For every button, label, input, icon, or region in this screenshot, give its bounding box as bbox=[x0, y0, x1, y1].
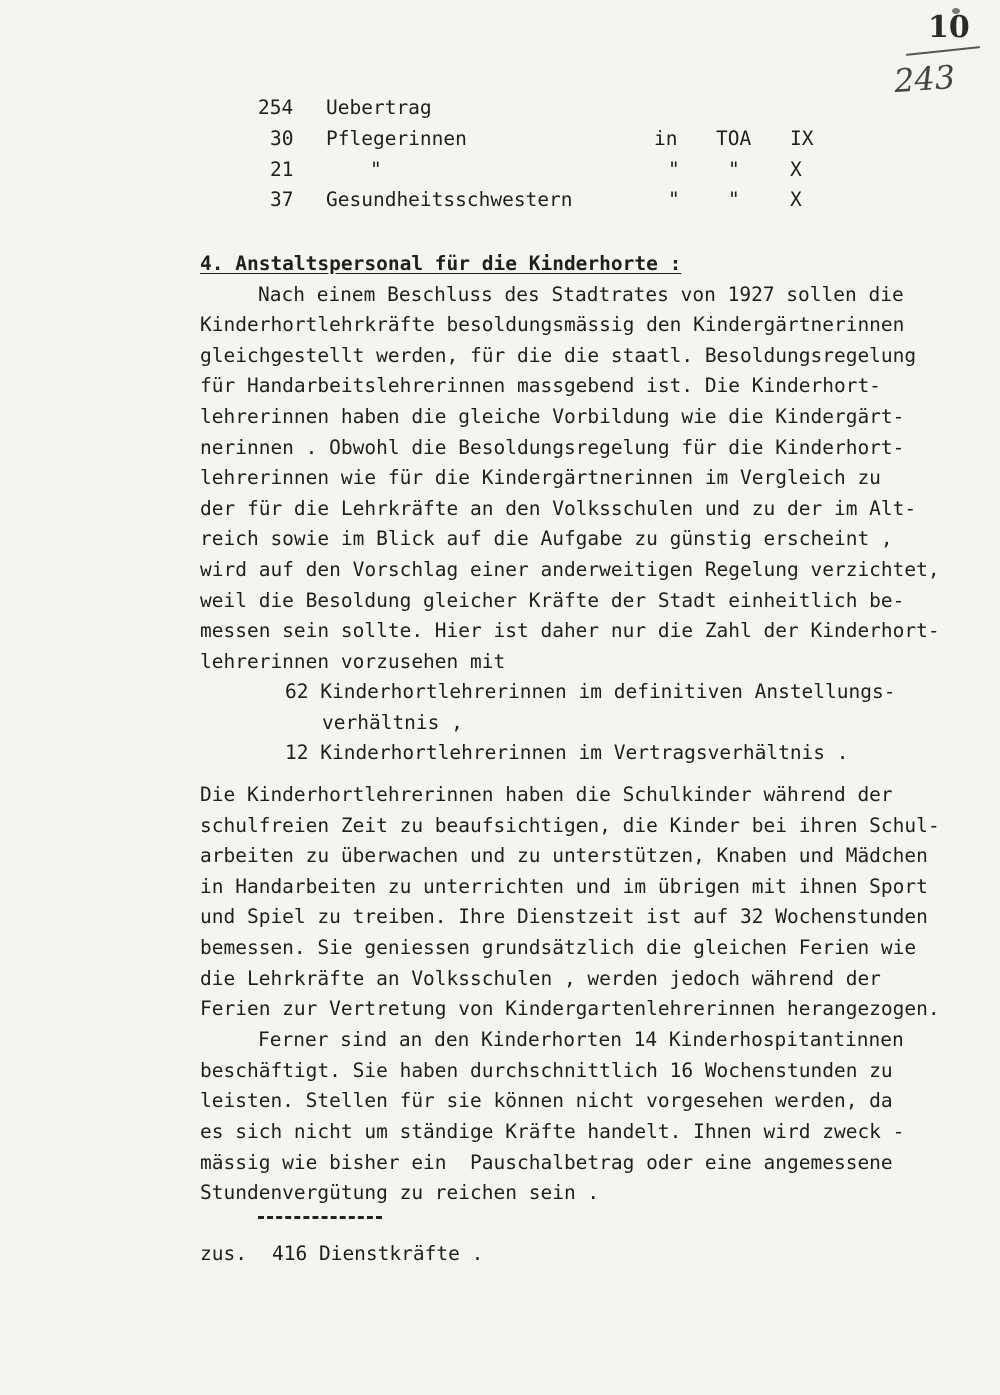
list-item: 12 Kinderhortlehrerinnen im Vertragsverhältnis . bbox=[285, 741, 849, 764]
table-row-col-grade: IX bbox=[790, 127, 814, 150]
paragraph-line: es sich nicht um ständige Kräfte handelt. Ihnen wird zweck - bbox=[200, 1120, 905, 1143]
paragraph-line: schulfreien Zeit zu beaufsichtigen, die Kinder bei ihren Schul- bbox=[200, 814, 940, 837]
page-number: 10 bbox=[928, 10, 970, 45]
divider bbox=[258, 1216, 382, 1219]
paragraph-line: reich sowie im Blick auf die Aufgabe zu günstig erscheint , bbox=[200, 527, 893, 550]
table-row-count: 37 bbox=[270, 188, 294, 211]
list-item: 62 Kinderhortlehrerinnen im definitiven Anstellungs- bbox=[285, 680, 896, 703]
paragraph-line: bemessen. Sie geniessen grundsätzlich die gleichen Ferien wie bbox=[200, 936, 917, 959]
paragraph-line: Die Kinderhortlehrerinnen haben die Schulkinder während der bbox=[200, 783, 893, 806]
table-row-col-in: in bbox=[654, 127, 678, 150]
paragraph-line: lehrerinnen wie für die Kindergärtnerinnen im Vergleich zu bbox=[200, 466, 881, 489]
paragraph-line: Ferien zur Vertretung von Kindergartenlehrerinnen herangezogen. bbox=[200, 997, 940, 1020]
table-row-col-toa: " bbox=[728, 188, 740, 211]
paragraph-line: Kinderhortlehrkräfte besoldungsmässig den Kindergärtnerinnen bbox=[200, 313, 905, 336]
table-row-col-in: " bbox=[668, 188, 680, 211]
paragraph-line: lehrerinnen haben die gleiche Vorbildung wie die Kindergärt- bbox=[200, 405, 905, 428]
paragraph-line: messen sein sollte. Hier ist daher nur die Zahl der Kinderhort- bbox=[200, 619, 940, 642]
table-row-label: " bbox=[370, 158, 382, 181]
total-value: 416 Dienstkräfte . bbox=[272, 1242, 484, 1265]
paragraph-line: arbeiten zu überwachen und zu unterstützen, Knaben und Mädchen bbox=[200, 844, 928, 867]
paragraph-line: weil die Besoldung gleicher Kräfte der Stadt einheitlich be- bbox=[200, 589, 905, 612]
paragraph-line: mässig wie bisher ein Pauschalbetrag oder eine angemessene bbox=[200, 1151, 893, 1174]
paragraph-line: Ferner sind an den Kinderhorten 14 Kinderhospitantinnen bbox=[258, 1028, 904, 1051]
table-row-count: 21 bbox=[270, 158, 294, 181]
table-row-col-grade: X bbox=[790, 188, 802, 211]
section-heading: 4. Anstaltspersonal für die Kinderhorte : bbox=[200, 252, 682, 275]
paragraph-line: die Lehrkräfte an Volksschulen , werden jedoch während der bbox=[200, 967, 881, 990]
paragraph-line: in Handarbeiten zu unterrichten und im übrigen mit ihnen Sport bbox=[200, 875, 928, 898]
paragraph-line: nerinnen . Obwohl die Besoldungsregelung für die Kinderhort- bbox=[200, 436, 905, 459]
paragraph-line: gleichgestellt werden, für die die staatl. Besoldungsregelung bbox=[200, 344, 917, 367]
table-row-col-in: " bbox=[668, 158, 680, 181]
paragraph-line: Nach einem Beschluss des Stadtrates von 1927 sollen die bbox=[258, 283, 904, 306]
archive-number: 243 bbox=[892, 57, 957, 101]
table-row-label: Pflegerinnen bbox=[326, 127, 467, 150]
table-row-count: 30 bbox=[270, 127, 294, 150]
paragraph-line: beschäftigt. Sie haben durchschnittlich 16 Wochenstunden zu bbox=[200, 1059, 893, 1082]
paragraph-line: leisten. Stellen für sie können nicht vorgesehen werden, da bbox=[200, 1089, 893, 1112]
table-row-label: Gesundheitsschwestern bbox=[326, 188, 573, 211]
table-row-col-grade: X bbox=[790, 158, 802, 181]
table-row-count: 254 bbox=[258, 96, 294, 119]
paragraph-line: der für die Lehrkräfte an den Volksschulen und zu der im Alt- bbox=[200, 497, 917, 520]
table-row-col-toa: " bbox=[728, 158, 740, 181]
list-item-continuation: verhältnis , bbox=[322, 711, 463, 734]
total-label: zus. bbox=[200, 1242, 247, 1265]
paragraph-line: für Handarbeitslehrerinnen massgebend ist. Die Kinderhort- bbox=[200, 374, 881, 397]
paragraph-line: wird auf den Vorschlag einer anderweitigen Regelung verzichtet, bbox=[200, 558, 940, 581]
table-row-col-toa: TOA bbox=[716, 127, 752, 150]
paragraph-line: lehrerinnen vorzusehen mit bbox=[200, 650, 506, 673]
paragraph-line: und Spiel zu treiben. Ihre Dienstzeit ist auf 32 Wochenstunden bbox=[200, 905, 928, 928]
table-row-label: Uebertrag bbox=[326, 96, 432, 119]
paragraph-line: Stundenvergütung zu reichen sein . bbox=[200, 1181, 600, 1204]
